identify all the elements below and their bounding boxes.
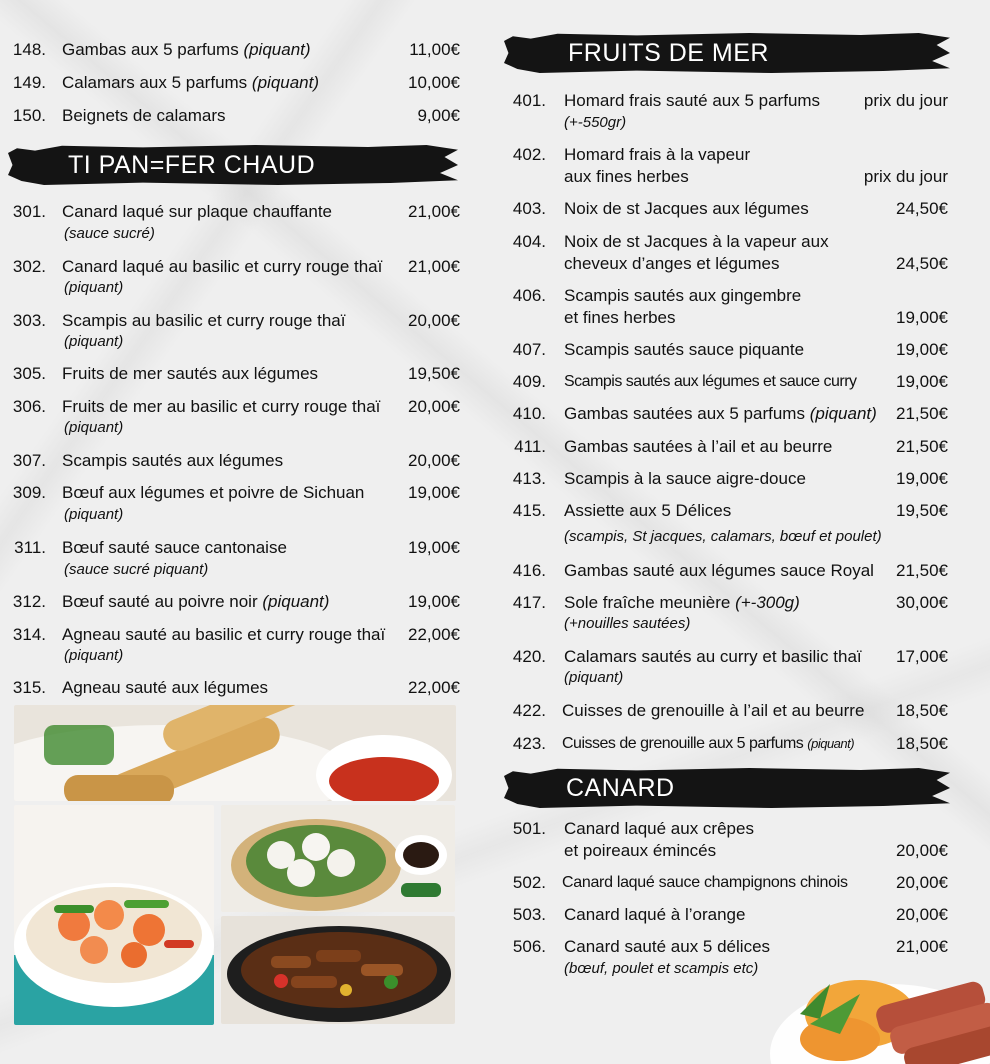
- item-number: 303.: [12, 311, 46, 330]
- item-name-line2: et fines herbes: [564, 308, 676, 327]
- section-banner-fruits-de-mer: [504, 33, 950, 73]
- section-title: FRUITS DE MER: [568, 39, 769, 67]
- item-name: Gambas sautées aux 5 parfums (piquant): [564, 404, 877, 423]
- spicy-tag: (piquant): [251, 73, 320, 92]
- item-number: 302.: [12, 257, 46, 276]
- item-number: 503.: [512, 905, 546, 924]
- item-name: Gambas sauté aux légumes sauce Royal: [564, 561, 874, 580]
- item-price: 9,00€: [417, 106, 460, 125]
- item-number: 407.: [512, 340, 546, 359]
- item-price: 19,00€: [408, 592, 460, 611]
- item-price: 19,00€: [896, 340, 948, 359]
- item-name: Bœuf sauté au poivre noir (piquant): [62, 592, 330, 611]
- weight-tag: (+-300g): [735, 593, 800, 612]
- item-number: 501.: [512, 819, 546, 838]
- item-note: (piquant): [564, 669, 624, 686]
- spicy-tag: (piquant): [807, 736, 855, 751]
- item-number: 311.: [14, 538, 46, 557]
- item-name: Canard laqué sauce champignons chinois: [562, 874, 848, 891]
- item-number: 417.: [512, 593, 546, 612]
- section-title: TI PAN=FER CHAUD: [68, 151, 316, 179]
- item-number: 404.: [512, 232, 546, 251]
- item-name: Assiette aux 5 Délices: [564, 501, 732, 520]
- item-note: (piquant): [64, 279, 124, 296]
- item-name: Fruits de mer au basilic et curry rouge thaï: [62, 397, 381, 416]
- item-number: 420.: [512, 647, 546, 666]
- item-name-line2: aux fines herbes: [564, 167, 689, 186]
- item-price: 18,50€: [896, 701, 948, 720]
- section-banner-tipan: [8, 145, 458, 185]
- item-number: 502.: [512, 873, 546, 892]
- item-price: 20,00€: [896, 873, 948, 892]
- duck-plate-photo: [770, 944, 990, 1064]
- item-name: Gambas sautées à l’ail et au beurre: [564, 437, 833, 456]
- item-number: 416.: [512, 561, 546, 580]
- item-price: 21,00€: [896, 937, 948, 956]
- item-name: Scampis à la sauce aigre-douce: [564, 469, 806, 488]
- item-note: (scampis, St jacques, calamars, bœuf et poulet): [564, 528, 882, 545]
- sizzling-beef-photo: [221, 916, 455, 1024]
- item-price: 30,00€: [896, 593, 948, 612]
- item-number: 315.: [12, 678, 46, 697]
- item-number: 305.: [12, 364, 46, 383]
- item-name: Bœuf sauté sauce cantonaise: [62, 538, 287, 557]
- item-number: 411.: [514, 437, 546, 456]
- item-number: 309.: [12, 483, 46, 502]
- item-price: 17,00€: [896, 647, 948, 666]
- item-number: 312.: [12, 592, 46, 611]
- item-name: Cuisses de grenouille à l’ail et au beurre: [562, 701, 865, 720]
- item-number: 148.: [12, 40, 46, 59]
- item-name: Noix de st Jacques à la vapeur aux: [564, 232, 829, 251]
- item-price: 20,00€: [408, 311, 460, 330]
- item-note: (piquant): [64, 506, 124, 523]
- item-name: Scampis sautés sauce piquante: [564, 340, 805, 359]
- dim-sum-photo: [221, 805, 455, 912]
- item-note: (piquant): [64, 647, 124, 664]
- spicy-tag: (piquant): [243, 40, 311, 59]
- item-number: 301.: [12, 202, 46, 221]
- item-price: 20,00€: [408, 397, 460, 416]
- item-name: Calamars sautés au curry et basilic thaï: [564, 647, 862, 666]
- item-note: (+nouilles sautées): [564, 615, 691, 632]
- item-price: 19,50€: [408, 364, 460, 383]
- item-number: 402.: [512, 145, 546, 164]
- item-price: 21,00€: [408, 257, 460, 276]
- item-name: Scampis sautés aux légumes: [62, 451, 284, 470]
- item-price: 10,00€: [408, 73, 460, 92]
- item-name: Canard laqué aux crêpes: [564, 819, 754, 838]
- item-number: 506.: [512, 937, 546, 956]
- item-number: 306.: [12, 397, 46, 416]
- item-name: Beignets de calamars: [62, 106, 226, 125]
- item-number: 406.: [512, 286, 546, 305]
- item-price: 20,00€: [896, 905, 948, 924]
- item-price: prix du jour: [863, 167, 948, 186]
- item-price: prix du jour: [863, 91, 948, 110]
- item-name: Bœuf aux légumes et poivre de Sichuan: [62, 483, 365, 502]
- item-name-line2: cheveux d’anges et légumes: [564, 254, 780, 273]
- spicy-tag: (piquant): [809, 404, 877, 423]
- item-number: 415.: [512, 501, 546, 520]
- item-name: Sole fraîche meunière (+-300g): [564, 593, 800, 612]
- item-number: 410.: [512, 404, 546, 423]
- section-banner-canard: [504, 768, 950, 808]
- item-price: 19,00€: [896, 372, 948, 391]
- item-price: 21,50€: [896, 404, 948, 423]
- item-name: Canard sauté aux 5 délices: [564, 937, 771, 956]
- item-number: 403.: [512, 199, 546, 218]
- item-name: Scampis sautés aux gingembre: [564, 286, 802, 305]
- item-number: 307.: [12, 451, 46, 470]
- item-name: Canard laqué à l’orange: [564, 905, 746, 924]
- item-price: 21,50€: [896, 437, 948, 456]
- item-price: 24,50€: [896, 199, 948, 218]
- item-number: 401.: [512, 91, 546, 110]
- item-note: (bœuf, poulet et scampis etc): [564, 960, 759, 977]
- item-number: 413.: [512, 469, 546, 488]
- item-number: 149.: [12, 73, 46, 92]
- item-name: Homard frais sauté aux 5 parfums: [564, 91, 821, 110]
- item-name: Noix de st Jacques aux légumes: [564, 199, 809, 218]
- item-number: 314.: [12, 625, 46, 644]
- item-name: Agneau sauté aux légumes: [62, 678, 269, 697]
- item-number: 409.: [512, 372, 546, 391]
- item-name: Calamars aux 5 parfums (piquant): [62, 73, 320, 92]
- item-price: 22,00€: [408, 678, 460, 697]
- spicy-tag: (piquant): [262, 592, 330, 611]
- item-price: 11,00€: [409, 40, 460, 59]
- item-number: 423.: [512, 734, 546, 753]
- spring-rolls-photo: [14, 705, 456, 801]
- item-note: (piquant): [64, 333, 124, 350]
- item-price: 18,50€: [896, 734, 948, 753]
- item-note: (sauce sucré): [64, 225, 155, 242]
- item-price: 22,00€: [408, 625, 460, 644]
- item-price: 20,00€: [408, 451, 460, 470]
- item-note: (+-550gr): [564, 114, 627, 131]
- item-name: Scampis sautés aux légumes et sauce curry: [564, 373, 857, 390]
- item-price: 24,50€: [896, 254, 948, 273]
- item-price: 21,50€: [896, 561, 948, 580]
- item-price: 19,00€: [896, 308, 948, 327]
- item-name: Scampis au basilic et curry rouge thaï: [62, 311, 346, 330]
- item-note: (piquant): [64, 419, 124, 436]
- item-note: (sauce sucré piquant): [64, 561, 209, 578]
- item-name-line2: et poireaux émincés: [564, 841, 717, 860]
- item-name: Fruits de mer sautés aux légumes: [62, 364, 319, 383]
- item-price: 19,50€: [896, 501, 948, 520]
- shrimp-stirfry-photo: [14, 805, 214, 1025]
- item-price: 21,00€: [408, 202, 460, 221]
- item-number: 422.: [512, 701, 546, 720]
- item-name: Agneau sauté au basilic et curry rouge thaï: [62, 625, 386, 644]
- item-name: Canard laqué au basilic et curry rouge thaï: [62, 257, 383, 276]
- item-number: 150.: [12, 106, 46, 125]
- item-price: 19,00€: [896, 469, 948, 488]
- section-title: CANARD: [566, 774, 675, 802]
- item-price: 20,00€: [896, 841, 948, 860]
- item-price: 19,00€: [408, 538, 460, 557]
- item-name: Gambas aux 5 parfums (piquant): [62, 40, 311, 59]
- item-name: Cuisses de grenouille aux 5 parfums (piquant): [562, 735, 855, 752]
- item-name: Homard frais à la vapeur: [564, 145, 751, 164]
- item-name: Canard laqué sur plaque chauffante: [62, 202, 332, 221]
- item-price: 19,00€: [408, 483, 460, 502]
